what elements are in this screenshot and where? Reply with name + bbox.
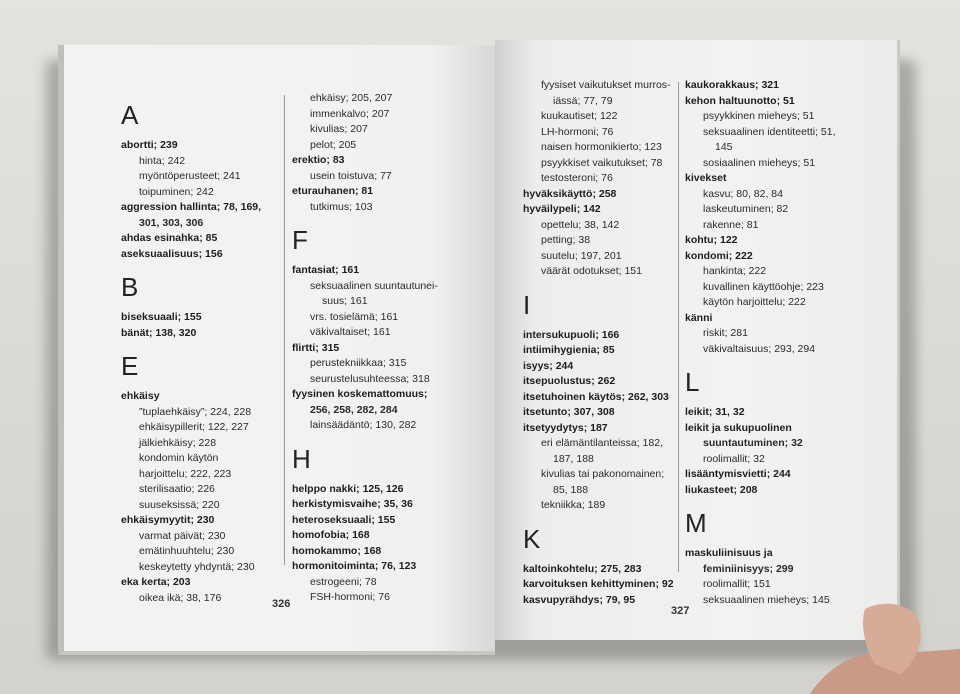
- column-divider: [284, 95, 285, 565]
- index-main-entry: itsepuolustus; 262: [523, 375, 616, 387]
- left-page-column-1: [121, 90, 291, 606]
- index-letter-heading: E: [121, 351, 139, 381]
- index-main-entry: itsetyydytys; 187: [523, 421, 608, 434]
- index-main-entry: ahdas esinahka; 85: [121, 232, 218, 244]
- index-main-entry: kaltoinkohtelu; 275, 283: [523, 562, 642, 575]
- index-sub-entry: LH-hormoni; 76: [541, 125, 614, 138]
- index-letter-heading: H: [292, 443, 311, 474]
- index-main-entry: leikit; 31, 32: [685, 406, 745, 418]
- left-page-column-2: [292, 91, 482, 606]
- index-main-entry: 301, 303, 306: [139, 216, 204, 229]
- index-main-entry: feminiinisyys; 299: [703, 562, 794, 575]
- index-sub-entry: suutelu; 197, 201: [541, 249, 622, 262]
- page-number-right: 327: [671, 605, 690, 617]
- index-letter-heading: K: [523, 523, 541, 554]
- index-sub-entry: rakenne; 81: [703, 218, 759, 231]
- index-sub-entry: testosteroni; 76: [541, 172, 613, 184]
- index-letter-heading: L: [685, 367, 700, 397]
- index-main-entry: kondomi; 222: [685, 249, 753, 262]
- index-sub-entry: kondomin käytön: [139, 452, 219, 464]
- index-letter-heading: A: [121, 100, 139, 130]
- index-main-entry: isyys; 244: [523, 359, 574, 372]
- index-sub-entry: petting; 38: [541, 234, 591, 246]
- index-sub-entry: kivulias tai pakonomainen;: [541, 468, 665, 480]
- index-sub-entry: seksuaalinen suuntautunei-: [310, 279, 438, 292]
- index-sub-entry: psyykkiset vaikutukset; 78: [541, 156, 663, 169]
- index-sub-entry: toipuminen; 242: [139, 185, 214, 198]
- index-main-entry: eturauhanen; 81: [292, 185, 374, 197]
- index-main-entry: biseksuaali; 155: [121, 311, 202, 323]
- index-sub-entry: roolimallit; 151: [703, 578, 771, 590]
- index-sub-entry: emätinhuuhtelu; 230: [139, 545, 235, 557]
- index-main-entry: kaukorakkaus; 321: [685, 79, 779, 91]
- index-main-entry: itsetuhoinen käytös; 262, 303: [523, 390, 669, 403]
- index-sub-entry: laskeutuminen; 82: [703, 203, 789, 215]
- index-sub-entry: riskit; 281: [703, 327, 748, 339]
- index-sub-entry: 85, 188: [553, 483, 589, 496]
- index-sub-entry: suuseksissä; 220: [139, 498, 220, 511]
- index-main-entry: helppo nakki; 125, 126: [292, 482, 404, 495]
- index-sub-entry: ehkäisy; 205, 207: [310, 92, 393, 104]
- index-sub-entry: hankinta; 222: [703, 265, 767, 277]
- index-sub-entry: keskeytetty yhdyntä; 230: [139, 560, 255, 573]
- index-sub-entry: hinta; 242: [139, 154, 186, 167]
- index-sub-entry: sosiaalinen mieheys; 51: [703, 156, 816, 169]
- index-sub-entry: tutkimus; 103: [310, 200, 373, 213]
- index-main-entry: flirtti; 315: [292, 341, 340, 354]
- index-sub-entry: jälkiehkäisy; 228: [139, 436, 217, 449]
- right-page: [495, 40, 900, 640]
- index-main-entry: intersukupuoli; 166: [523, 328, 620, 341]
- index-main-entry: hormonitoiminta; 76, 123: [292, 560, 417, 572]
- index-sub-entry: väkivaltaiset; 161: [310, 326, 391, 338]
- hand-holding-page: [660, 594, 960, 694]
- index-sub-entry: estrogeeni; 78: [310, 575, 377, 588]
- index-main-entry: homofobia; 168: [292, 529, 370, 541]
- left-page: [58, 45, 495, 655]
- index-sub-entry: tekniikka; 189: [541, 499, 606, 511]
- index-main-entry: ehkäisymyytit; 230: [121, 514, 215, 526]
- index-main-entry: heteroseksuaali; 155: [292, 513, 396, 526]
- index-sub-entry: harjoittelu; 222, 223: [139, 467, 232, 480]
- index-main-entry: maskuliinisuus ja: [685, 547, 773, 559]
- index-main-entry: hyväilypeli; 142: [523, 203, 601, 215]
- index-main-entry: leikit ja sukupuolinen: [685, 421, 792, 434]
- index-main-entry: känni: [685, 311, 713, 324]
- index-main-entry: eka kerta; 203: [121, 576, 191, 588]
- index-main-entry: karvoituksen kehittyminen; 92: [523, 578, 674, 590]
- index-main-entry: kohtu; 122: [685, 234, 738, 246]
- index-main-entry: liukasteet; 208: [685, 483, 758, 496]
- index-letter-heading: B: [121, 272, 139, 302]
- index-main-entry: erektio; 83: [292, 154, 345, 166]
- index-sub-entry: opettelu; 38, 142: [541, 218, 620, 231]
- index-sub-entry: varmat päivät; 230: [139, 529, 226, 542]
- index-sub-entry: psyykkinen mieheys; 51: [703, 110, 815, 122]
- index-sub-entry: kasvu; 80, 82, 84: [703, 187, 783, 200]
- index-sub-entry: usein toistuva; 77: [310, 169, 392, 182]
- column-divider: [678, 82, 679, 572]
- index-main-entry: abortti; 239: [121, 139, 178, 151]
- right-page-column-2: [685, 78, 890, 608]
- index-main-entry: bänät; 138, 320: [121, 326, 197, 339]
- index-sub-entry: lainsäädäntö; 130, 282: [310, 419, 417, 431]
- index-letter-heading: I: [523, 289, 531, 320]
- index-sub-entry: sterilisaatio; 226: [139, 483, 215, 495]
- index-sub-entry: pelot; 205: [310, 138, 357, 151]
- index-sub-entry: seurustelusuhteessa; 318: [310, 372, 430, 385]
- index-sub-entry: vrs. tosielämä; 161: [310, 310, 399, 323]
- index-main-entry: intiimihygienia; 85: [523, 344, 615, 356]
- index-main-entry: suuntautuminen; 32: [703, 437, 803, 449]
- index-main-entry: ehkäisy: [121, 390, 160, 402]
- index-main-entry: lisääntymisvietti; 244: [685, 468, 791, 480]
- index-main-entry: itsetunto; 307, 308: [523, 406, 615, 418]
- index-sub-entry: myöntöperusteet; 241: [139, 170, 241, 182]
- index-main-entry: fyysinen koskemattomuus;: [292, 388, 428, 400]
- index-main-entry: hyväksikäyttö; 258: [523, 187, 617, 200]
- index-main-entry: fantasiat; 161: [292, 264, 360, 276]
- index-sub-entry: roolimallit; 32: [703, 452, 765, 465]
- index-sub-entry: 145: [715, 141, 733, 153]
- index-letter-heading: F: [292, 225, 308, 255]
- index-sub-entry: 187, 188: [553, 452, 594, 465]
- index-sub-entry: oikea ikä; 38, 176: [139, 591, 222, 604]
- index-sub-entry: väärät odotukset; 151: [541, 265, 642, 277]
- index-sub-entry: FSH-hormoni; 76: [310, 591, 390, 603]
- index-sub-entry: iässä; 77, 79: [553, 94, 613, 107]
- index-sub-entry: eri elämäntilanteissa; 182,: [541, 437, 663, 449]
- index-main-entry: herkistymisvaihe; 35, 36: [292, 498, 413, 510]
- index-sub-entry: ”tuplaehkäisy”; 224, 228: [139, 405, 252, 418]
- index-main-entry: 256, 258, 282, 284: [310, 403, 398, 416]
- index-main-entry: kasvupyrähdys; 79, 95: [523, 593, 636, 606]
- index-sub-entry: seksuaalinen identiteetti; 51,: [703, 125, 836, 138]
- index-sub-entry: kivulias; 207: [310, 123, 368, 135]
- index-main-entry: kehon haltuunotto; 51: [685, 94, 795, 107]
- index-letter-heading: M: [685, 508, 707, 538]
- index-sub-entry: fyysiset vaikutukset murros-: [541, 79, 671, 91]
- page-number-left: 326: [272, 598, 291, 610]
- index-main-entry: aseksuaalisuus; 156: [121, 247, 223, 260]
- index-sub-entry: kuukautiset; 122: [541, 110, 618, 122]
- right-page-column-1: [523, 78, 683, 608]
- index-main-entry: aggression hallinta; 78, 169,: [121, 201, 262, 213]
- index-sub-entry: ehkäisypillerit; 122, 227: [139, 421, 249, 433]
- index-sub-entry: seksuaalinen mieheys; 145: [703, 593, 830, 606]
- index-sub-entry: väkivaltaisuus; 293, 294: [703, 342, 816, 355]
- index-sub-entry: kuvallinen käyttöohje; 223: [703, 280, 824, 293]
- index-sub-entry: suus; 161: [322, 295, 368, 307]
- index-main-entry: homokammo; 168: [292, 544, 382, 557]
- index-sub-entry: käytön harjoittelu; 222: [703, 296, 806, 308]
- index-main-entry: kivekset: [685, 172, 727, 184]
- index-sub-entry: perustekniikkaa; 315: [310, 357, 407, 369]
- index-sub-entry: immenkalvo; 207: [310, 107, 390, 120]
- index-sub-entry: naisen hormonikierto; 123: [541, 141, 662, 153]
